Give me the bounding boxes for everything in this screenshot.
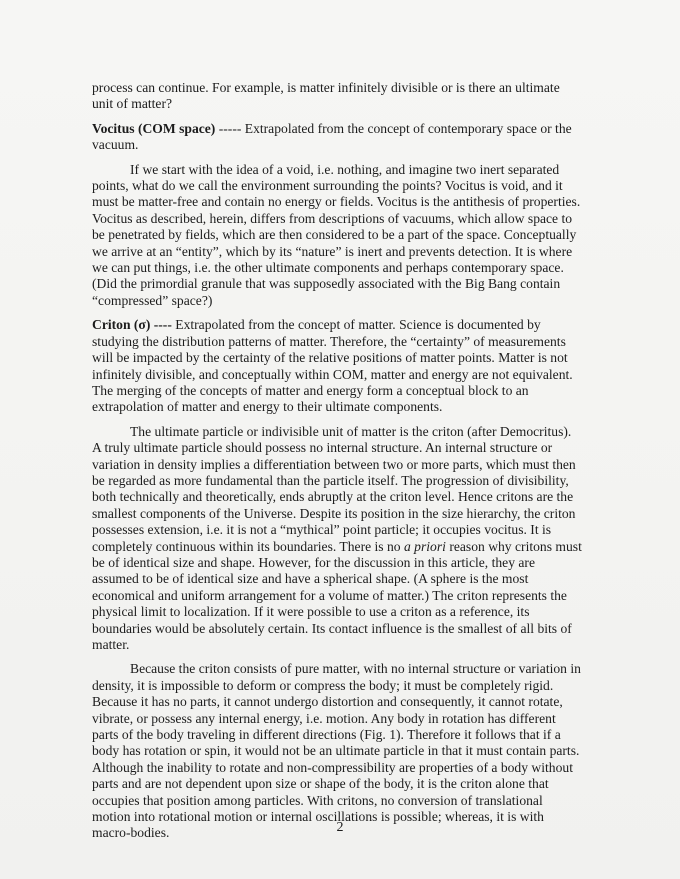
ultimate-particle-text-b: reason why critons must be of identical size and shape. However, for the discussion in this article, they are assumed to be of identical size and have a spherical shape. (A sphere is the most economical and uniform arrangement for a volume of matter.) The criton represents the physical limit to localization. If it were possible to use a criton as a reference, its boundaries would be absolutely certain. Its contact influence is the smallest of all bits of matter. [92, 538, 582, 652]
term-vocitus: Vocitus (COM space) [92, 120, 216, 136]
page-number: 2 [336, 820, 344, 835]
ultimate-particle-text-a: The ultimate particle or indivisible unit of matter is the criton (after Democritus). A truly ultimate particle should possess no internal structure. An internal structure or variation in density implies a differentiation between two or more parts, which must then be regarded as more fundamental than the particle itself. The progression of divisibility, both technically and theoretically, ends abruptly at the criton level. Hence critons are the smallest components of the Universe. Despite its position in the size hierarchy, the criton possesses extension, i.e. it is not a “mythical” point particle; it occupies vocitus. It is completely continuous within its boundaries. There is no [92, 423, 576, 554]
body-text [92, 80, 582, 842]
paragraph-intro: process can continue. For example, is matter infinitely divisible or is there an ultimate unit of matter? [92, 80, 560, 112]
term-criton: Criton (σ) ---- [92, 317, 172, 333]
paragraph-ultimate-particle [92, 424, 582, 654]
a-priori-italic: a priori [403, 538, 446, 554]
paragraph-rigidity: Because the criton consists of pure matter, with no internal structure or variation in density, it is impossible to deform or compress the body; it must be completely rigid. Because it has no parts, it cannot undergo distortion and consequently, it cannot rotate, vibrate, or possess any internal energy, i.e. motion. Any body in rotation has different parts of the body traveling in different directions (Fig. 1). Therefore it follows that if a body has rotation or spin, it would not be an ultimate particle in that it must contain parts. Although the inability to rotate and non-compressibility are properties of a body without parts and are not dependent upon size or shape of the body, it is the criton alone that occupies that position among particles. With critons, no conversion of translational motion into rotational motion or internal oscillations is possible; whereas, it is with macro-bodies. [92, 661, 581, 841]
criton-definition-text: Extrapolated from the concept of matter. Science is documented by studying the distribution patterns of matter. Therefore, the “certainty” of measurements will be impacted by the certainty of the relative positions of matter points. Matter is not infinitely divisible, and conceptually within COM, matter and energy are not equivalent. The merging of the concepts of matter and energy form a conceptual block to an extrapolation of matter and energy to their ultimate components. [92, 317, 573, 415]
definition-dashes: ----- [215, 120, 245, 136]
paragraph-vocitus-definition [92, 121, 582, 154]
paragraph-criton-definition [92, 317, 582, 415]
paragraph-vocitus-body: If we start with the idea of a void, i.e. nothing, and imagine two inert separated points, what do we call the environment surrounding the points? Vocitus is void, and it must be matter-free and contain no energy or fields. Vocitus is the antithesis of properties. Vocitus as described, herein, differs from descriptions of vacuums, which allow space to be penetrated by fields, which are then considered to be a part of the space. Conceptually we arrive at an “entity”, which by its “nature” is inert and prevents detection. It is where we can put things, i.e. the other ultimate components and perhaps contemporary space. (Did the primordial granule that was supposedly associated with the Big Bang contain “compressed” space?) [92, 161, 581, 308]
vocitus-definition-text: Extrapolated from the concept of contemporary space or the vacuum. [92, 120, 572, 153]
